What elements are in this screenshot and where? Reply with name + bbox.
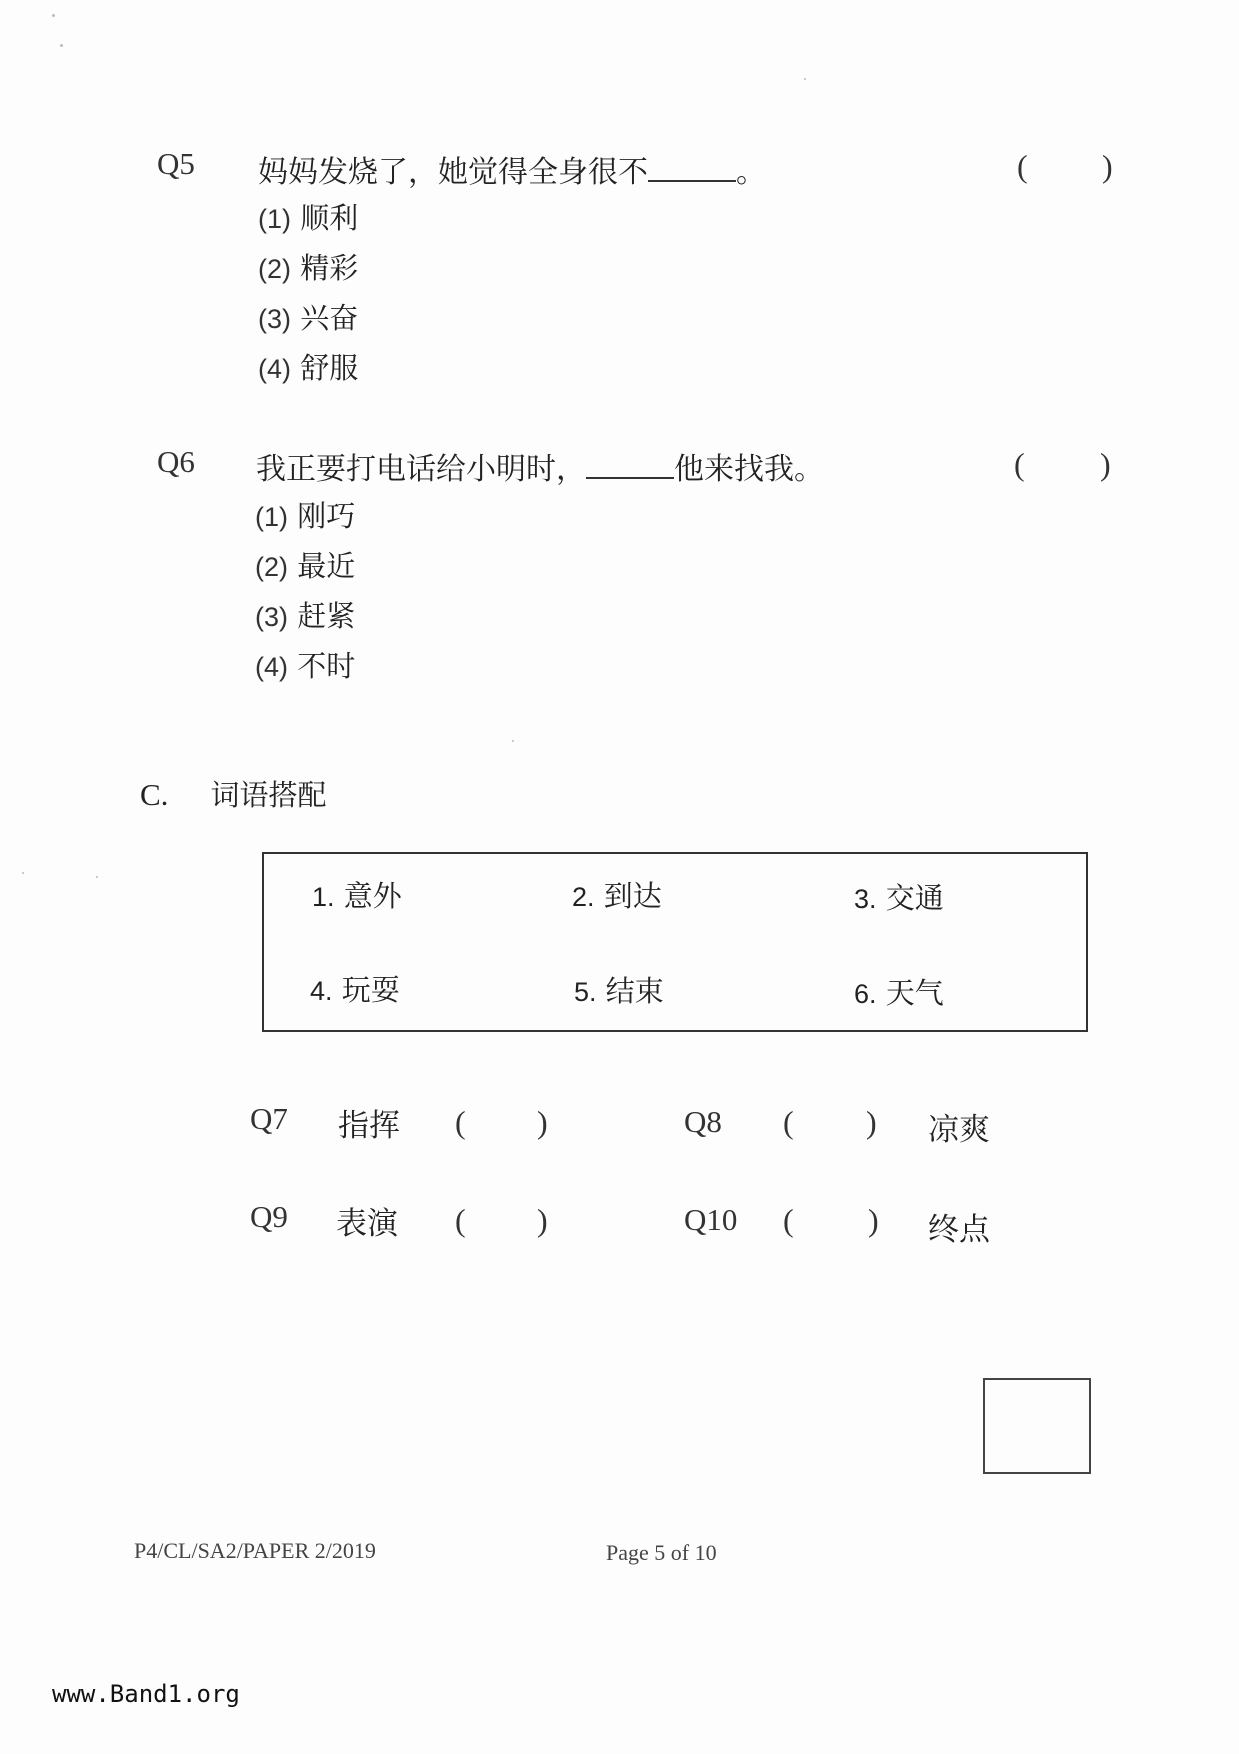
watermark-text: www.Band1.org xyxy=(52,1680,240,1708)
question-number: Q10 xyxy=(684,1202,738,1237)
word-bank-item xyxy=(572,874,662,915)
option xyxy=(255,594,355,635)
option-text: 兴奋 xyxy=(300,301,359,335)
question-number: Q9 xyxy=(250,1199,288,1234)
matching-word: 表演 xyxy=(336,1206,398,1242)
scan-speck xyxy=(804,78,806,80)
section-letter: C. xyxy=(140,777,169,812)
scan-speck xyxy=(60,44,63,47)
scan-speck xyxy=(52,14,55,17)
option xyxy=(255,494,355,535)
question-stem xyxy=(258,147,766,191)
option xyxy=(255,544,355,585)
answer-paren-open: ( xyxy=(1017,148,1028,184)
matching-word: 指挥 xyxy=(338,1108,400,1144)
option-text: 最近 xyxy=(297,549,356,583)
word-number: 3. xyxy=(854,884,877,914)
option-text: 舒服 xyxy=(300,351,359,385)
matching-question xyxy=(250,1199,288,1235)
scan-speck xyxy=(22,872,24,874)
word-number: 5. xyxy=(574,977,597,1007)
option-text: 赶紧 xyxy=(297,599,356,633)
word-bank-item xyxy=(574,969,664,1010)
question-number: Q8 xyxy=(684,1104,722,1139)
option-number: (4) xyxy=(258,354,291,384)
option xyxy=(258,246,358,287)
option-number: (4) xyxy=(255,652,288,682)
word-bank-item xyxy=(854,876,944,917)
answer-paren-open: ( xyxy=(783,1202,794,1238)
answer-paren-close: ) xyxy=(537,1202,548,1238)
option-number: (1) xyxy=(255,502,288,532)
word-text: 结束 xyxy=(605,974,664,1008)
word-text: 玩耍 xyxy=(341,973,400,1007)
matching-question xyxy=(684,1202,737,1238)
question-number: Q6 xyxy=(157,444,195,479)
word-bank-item xyxy=(310,968,400,1009)
option xyxy=(258,296,358,337)
answer-paren-close: ) xyxy=(537,1104,548,1140)
answer-blank xyxy=(586,453,674,479)
paper-code: P4/CL/SA2/PAPER 2/2019 xyxy=(134,1538,376,1563)
page-number: Page 5 of 10 xyxy=(606,1540,717,1565)
word-number: 6. xyxy=(854,979,877,1009)
matching-question xyxy=(684,1104,722,1140)
answer-paren-close: ) xyxy=(1102,148,1113,184)
answer-paren-open: ( xyxy=(1014,446,1025,482)
option-number: (2) xyxy=(255,552,288,582)
question-stem xyxy=(256,444,824,488)
answer-paren-open: ( xyxy=(783,1104,794,1140)
option-number: (1) xyxy=(258,204,291,234)
word-bank-item xyxy=(312,874,402,915)
matching-word: 凉爽 xyxy=(928,1112,990,1148)
scan-speck xyxy=(512,740,514,742)
section-heading xyxy=(140,773,326,814)
option xyxy=(255,644,355,685)
answer-paren-open: ( xyxy=(455,1104,466,1140)
scan-speck xyxy=(96,876,98,878)
matching-word: 终点 xyxy=(928,1212,990,1248)
option-number: (3) xyxy=(255,602,288,632)
option-text: 刚巧 xyxy=(297,499,356,533)
matching-question xyxy=(250,1101,288,1137)
stem-text-before: 妈妈发烧了，她觉得全身很不 xyxy=(258,155,648,190)
word-text: 交通 xyxy=(885,881,944,915)
score-box xyxy=(983,1378,1091,1474)
word-number: 4. xyxy=(310,976,333,1006)
question-number: Q7 xyxy=(250,1101,288,1136)
option-text: 精彩 xyxy=(300,251,359,285)
question-number: Q5 xyxy=(157,146,195,181)
stem-text-after: 。 xyxy=(736,155,766,190)
stem-text-after: 他来找我。 xyxy=(674,452,824,487)
answer-paren-close: ) xyxy=(868,1202,879,1238)
word-bank-box xyxy=(262,852,1088,1032)
word-number: 1. xyxy=(312,882,335,912)
option-text: 不时 xyxy=(297,649,356,683)
stem-text-before: 我正要打电话给小明时， xyxy=(256,452,586,487)
section-title: 词语搭配 xyxy=(210,778,327,812)
option xyxy=(258,346,358,387)
answer-paren-open: ( xyxy=(455,1202,466,1238)
option-number: (2) xyxy=(258,254,291,284)
answer-paren-close: ) xyxy=(1100,446,1111,482)
word-text: 到达 xyxy=(603,879,662,913)
word-bank-item xyxy=(854,971,944,1012)
option xyxy=(258,196,358,237)
word-number: 2. xyxy=(572,882,595,912)
option-number: (3) xyxy=(258,304,291,334)
word-text: 天气 xyxy=(885,976,944,1010)
option-text: 顺利 xyxy=(300,201,359,235)
answer-paren-close: ) xyxy=(866,1104,877,1140)
word-text: 意外 xyxy=(343,879,402,913)
answer-blank xyxy=(648,156,736,182)
